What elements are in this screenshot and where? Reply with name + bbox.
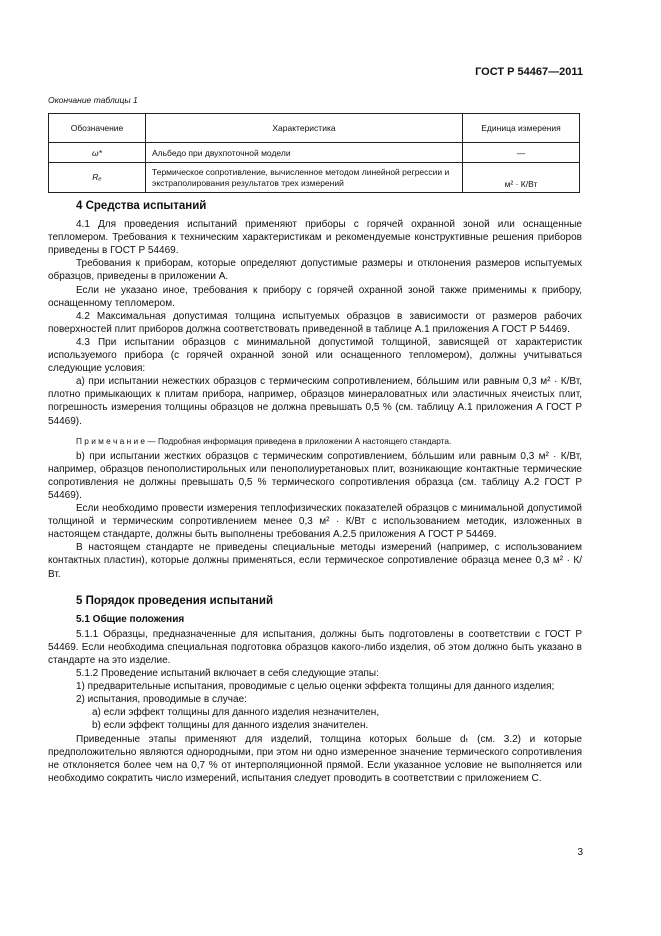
document-code: ГОСТ Р 54467—2011	[475, 66, 583, 78]
symbol-cell: ω*	[49, 143, 146, 163]
page-number: 3	[577, 847, 583, 858]
symbols-table	[48, 113, 580, 193]
symbol-cell: Rₑ	[49, 163, 146, 193]
paragraph: 5.1.1 Образцы, предназначенные для испытания, должны быть подготовлены в соответствии с ГОСТ Р 54469. Если необходима специальная подготовка образцов какого-либо изделия, об этом должно быть указано в стандарте на это изделие.	[48, 628, 582, 666]
paragraph: 4.1 Для проведения испытаний применяют приборы с горячей охранной зоной или оснащенные тепломером. Требования к техническим характеристикам и рекомендуемые конструктивные решения приборов приведены в ГОСТ Р 54469.	[48, 219, 582, 257]
subsection-heading: 5.1 Общие положения	[76, 613, 185, 625]
paragraph: 4.2 Максимальная допустимая толщина испытуемых образцов в зависимости от размеров рабочих поверхностей плит приборов должна соответствовать приведенной в таблице А.1 приложения А ГОСТ Р 54469.	[48, 310, 582, 335]
paragraph: b) при испытании жестких образцов с термическим сопротивлением, бóльшим или равным 0,3 м² · К/Вт, например, образцов пенополистирольных или пенополиуретановых плит, возникающие контактные термические сопротивления не должны превышать 0,5 % термического сопротивления образца (см. таблицу А.2 ГОСТ Р 54469).	[48, 450, 582, 501]
paragraph: а) при испытании нежестких образцов с термическим сопротивлением, бóльшим или равным 0,3 м² · К/Вт, плотно примыкающих к плитам прибора, например, образцов минераловатных или эластичных ячеистых плит, погрешность измерения толщины образцов не должна превышать 0,5 % (см. таблицу А.1 приложения А ГОСТ Р 54469).	[48, 376, 582, 427]
column-header: Характеристика	[146, 114, 463, 143]
paragraph: Требования к приборам, которые определяют допустимые размеры и отклонения размеров испытуемых образцов, приведены в приложении А.	[48, 258, 582, 283]
description-cell: Термическое сопротивление, вычисленное методом линейной регрессии и экстраполирования результатов трех измерений	[146, 163, 463, 193]
section-heading: 4 Средства испытаний	[76, 200, 207, 212]
column-header: Единица измерения	[463, 114, 580, 143]
paragraph: 1) предварительные испытания, проводимые с целью оценки эффекта толщины для данного изделия;	[76, 681, 555, 693]
paragraph: 5.1.2 Проведение испытаний включает в себя следующие этапы:	[76, 668, 379, 680]
table-header-row	[49, 114, 580, 143]
section-heading: 5 Порядок проведения испытаний	[76, 594, 274, 607]
paragraph: В настоящем стандарте не приведены специальные методы измерений (например, с использованием контактных пластин), которые должны применяться, если термическое сопротивление образца менее 0,3 м² · К/Вт.	[48, 542, 582, 580]
unit-cell: м² · К/Вт	[463, 163, 580, 193]
table-row	[49, 143, 580, 163]
document-body	[48, 200, 582, 785]
paragraph: 2) испытания, проводимые в случае:	[76, 694, 247, 706]
description-cell: Альбедо при двухпоточной модели	[146, 143, 463, 163]
paragraph: Если не указано иное, требования к прибору с горячей охранной зоной также применимы к прибору, оснащенному тепломером.	[48, 284, 582, 309]
paragraph: b) если эффект толщины для данного изделия значителен.	[92, 720, 369, 732]
column-header: Обозначение	[49, 114, 146, 143]
unit-cell: —	[463, 143, 580, 163]
paragraph: Если необходимо провести измерения теплофизических показателей образцов с минимальной допустимой толщиной и термическим сопротивлением менее 0,3 м² · К/Вт с использованием методик, изложенных в настоящем стандарте, должны быть выполнены требования А.2.5 приложения А ГОСТ Р 54469.	[48, 503, 582, 541]
note: П р и м е ч а н и е — Подробная информация приведена в приложении А настоящего стандарта.	[76, 435, 452, 446]
table-row	[49, 163, 580, 193]
paragraph: a) если эффект толщины для данного изделия незначителен,	[92, 707, 380, 719]
paragraph: 4.3 При испытании образцов с минимальной допустимой толщиной, зависящей от характеристик используемого прибора (с горячей охранной зоной или оснащенного тепломером), должны учитываться следующие условия:	[48, 336, 582, 375]
paragraph: Приведенные этапы применяют для изделий, толщина которых больше dₜ (см. 3.2) и которые предположительно являются однородными, при этом ни одно измеренное значение термического сопротивления не отклоняется более чем на 0,7 % от интерполяционной прямой. Если указанное условие не выполняется или необходимо сократить число измерений, испытания следует проводить в соответствии с приложением С.	[48, 733, 582, 784]
table-caption: Окончание таблицы 1	[48, 95, 138, 105]
